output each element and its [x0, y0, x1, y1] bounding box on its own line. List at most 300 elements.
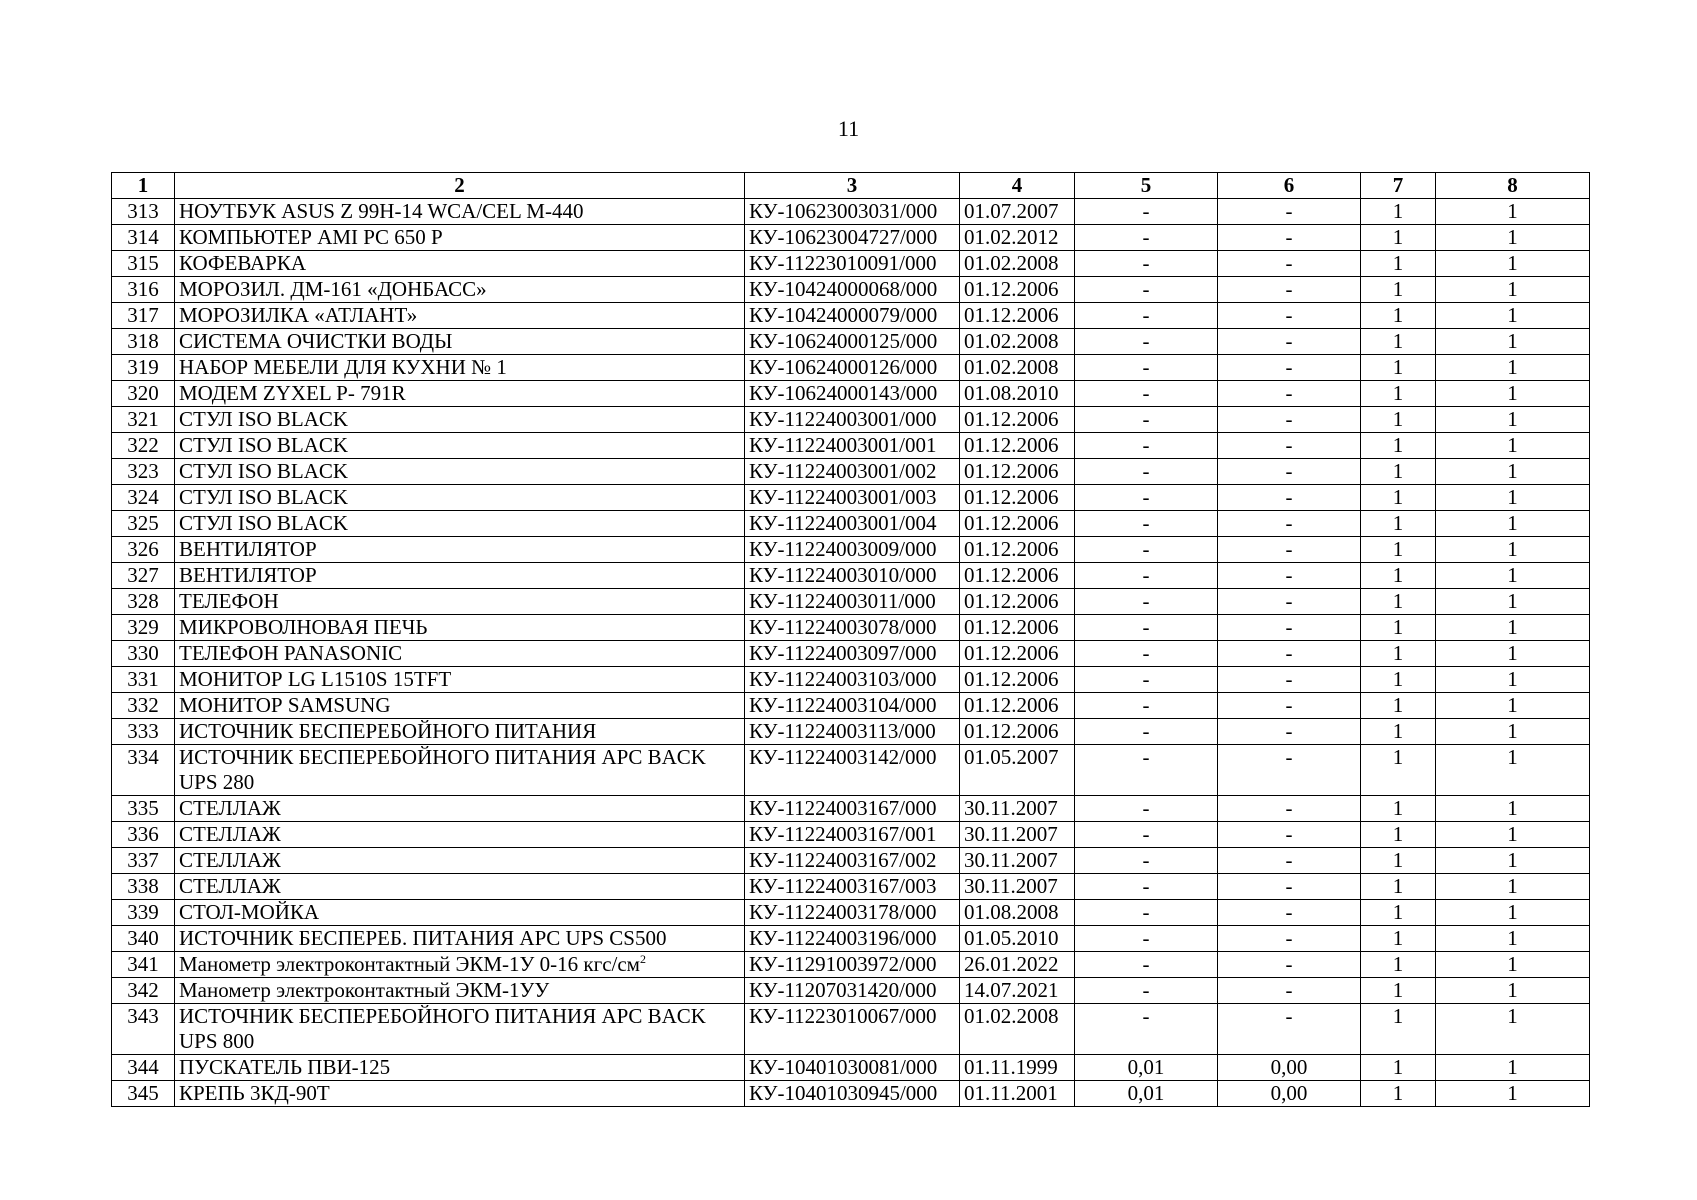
inventory-code: КУ-11224003167/001: [745, 822, 960, 848]
col7-value: 1: [1361, 900, 1436, 926]
row-number: 342: [112, 978, 175, 1004]
inventory-code: КУ-11224003009/000: [745, 537, 960, 563]
col6-value: -: [1218, 615, 1361, 641]
col7-value: 1: [1361, 433, 1436, 459]
col5-value: -: [1075, 1004, 1218, 1055]
col7-value: 1: [1361, 563, 1436, 589]
row-number: 339: [112, 900, 175, 926]
col7-value: 1: [1361, 199, 1436, 225]
row-number: 328: [112, 589, 175, 615]
row-number: 337: [112, 848, 175, 874]
item-name: СТУЛ ISO BLACK: [175, 511, 745, 537]
item-name: СИСТЕМА ОЧИСТКИ ВОДЫ: [175, 329, 745, 355]
item-name: МИКРОВОЛНОВАЯ ПЕЧЬ: [175, 615, 745, 641]
col8-value: 1: [1436, 1004, 1590, 1055]
inventory-code: КУ-10623004727/000: [745, 225, 960, 251]
col5-value: -: [1075, 563, 1218, 589]
item-name: [175, 952, 745, 978]
table-row: [112, 459, 1590, 485]
col7-value: 1: [1361, 641, 1436, 667]
item-name-superscript: 2: [639, 952, 646, 966]
item-name: Манометр электроконтактный ЭКМ-1УУ: [175, 978, 745, 1004]
item-name: СТУЛ ISO BLACK: [175, 485, 745, 511]
col7-value: 1: [1361, 277, 1436, 303]
col8-value: 1: [1436, 199, 1590, 225]
col7-value: 1: [1361, 485, 1436, 511]
col6-value: -: [1218, 199, 1361, 225]
date-cell: 01.02.2008: [960, 329, 1075, 355]
date-cell: 01.07.2007: [960, 199, 1075, 225]
table-row: [112, 719, 1590, 745]
table-row: [112, 900, 1590, 926]
col7-value: 1: [1361, 615, 1436, 641]
item-name: СТУЛ ISO BLACK: [175, 459, 745, 485]
inventory-code: КУ-11207031420/000: [745, 978, 960, 1004]
inventory-code: КУ-11224003167/000: [745, 796, 960, 822]
col8-value: 1: [1436, 277, 1590, 303]
col8-value: 1: [1436, 407, 1590, 433]
table-row: [112, 848, 1590, 874]
col8-value: 1: [1436, 303, 1590, 329]
table-row: [112, 225, 1590, 251]
col8-value: 1: [1436, 537, 1590, 563]
row-number: 319: [112, 355, 175, 381]
table-row: [112, 251, 1590, 277]
col6-value: -: [1218, 537, 1361, 563]
col8-value: 1: [1436, 589, 1590, 615]
item-name: МОДЕМ ZYXEL P- 791R: [175, 381, 745, 407]
row-number: 324: [112, 485, 175, 511]
row-number: 336: [112, 822, 175, 848]
date-cell: 01.05.2007: [960, 745, 1075, 796]
row-number: 341: [112, 952, 175, 978]
row-number: 330: [112, 641, 175, 667]
col7-value: 1: [1361, 1055, 1436, 1081]
inventory-code: КУ-11224003078/000: [745, 615, 960, 641]
table-row: [112, 874, 1590, 900]
date-cell: 01.11.2001: [960, 1081, 1075, 1107]
inventory-code: КУ-11224003001/004: [745, 511, 960, 537]
col8-value: 1: [1436, 433, 1590, 459]
col8-value: 1: [1436, 1081, 1590, 1107]
col7-value: 1: [1361, 978, 1436, 1004]
table-row: [112, 952, 1590, 978]
col8-value: 1: [1436, 459, 1590, 485]
item-name: СТУЛ ISO BLACK: [175, 407, 745, 433]
col6-value: -: [1218, 874, 1361, 900]
item-name: ПУСКАТЕЛЬ ПВИ-125: [175, 1055, 745, 1081]
col8-value: 1: [1436, 1055, 1590, 1081]
col5-value: -: [1075, 537, 1218, 563]
date-cell: 01.12.2006: [960, 615, 1075, 641]
item-name: КОМПЬЮТЕР AMI PC 650 P: [175, 225, 745, 251]
col6-value: 0,00: [1218, 1081, 1361, 1107]
row-number: 318: [112, 329, 175, 355]
page-number: 11: [837, 116, 860, 141]
date-cell: 01.12.2006: [960, 407, 1075, 433]
row-number: 315: [112, 251, 175, 277]
col6-value: -: [1218, 563, 1361, 589]
col6-value: -: [1218, 277, 1361, 303]
item-name: ИСТОЧНИК БЕСПЕРЕБОЙНОГО ПИТАНИЯ APC BACK UPS 280: [175, 745, 745, 796]
col7-value: 1: [1361, 719, 1436, 745]
row-number: 335: [112, 796, 175, 822]
row-number: 340: [112, 926, 175, 952]
item-name: МОРОЗИЛКА «АТЛАНТ»: [175, 303, 745, 329]
col8-value: 1: [1436, 667, 1590, 693]
col8-value: 1: [1436, 693, 1590, 719]
col7-value: 1: [1361, 848, 1436, 874]
col6-value: -: [1218, 485, 1361, 511]
row-number: 313: [112, 199, 175, 225]
item-name: НАБОР МЕБЕЛИ ДЛЯ КУХНИ № 1: [175, 355, 745, 381]
row-number: 322: [112, 433, 175, 459]
table-row: [112, 537, 1590, 563]
col5-value: -: [1075, 589, 1218, 615]
col8-value: 1: [1436, 355, 1590, 381]
date-cell: 01.12.2006: [960, 303, 1075, 329]
item-name: СТЕЛЛАЖ: [175, 848, 745, 874]
col6-value: -: [1218, 225, 1361, 251]
col5-value: -: [1075, 978, 1218, 1004]
col5-value: -: [1075, 796, 1218, 822]
col7-value: 1: [1361, 1081, 1436, 1107]
item-name: СТЕЛЛАЖ: [175, 874, 745, 900]
col8-value: 1: [1436, 641, 1590, 667]
item-name: ТЕЛЕФОН PANASONIC: [175, 641, 745, 667]
date-cell: 01.12.2006: [960, 433, 1075, 459]
date-cell: 01.12.2006: [960, 719, 1075, 745]
col6-value: -: [1218, 900, 1361, 926]
col7-value: 1: [1361, 225, 1436, 251]
col5-value: -: [1075, 199, 1218, 225]
col8-value: 1: [1436, 796, 1590, 822]
inventory-code: КУ-10424000068/000: [745, 277, 960, 303]
item-name: ВЕНТИЛЯТОР: [175, 537, 745, 563]
item-name: МОНИТОР SAMSUNG: [175, 693, 745, 719]
col6-value: -: [1218, 641, 1361, 667]
date-cell: 01.08.2008: [960, 900, 1075, 926]
inventory-code: КУ-11224003178/000: [745, 900, 960, 926]
row-number: 327: [112, 563, 175, 589]
header-col-6: 6: [1218, 173, 1361, 199]
item-name: СТУЛ ISO BLACK: [175, 433, 745, 459]
row-number: 334: [112, 745, 175, 796]
date-cell: 01.12.2006: [960, 589, 1075, 615]
row-number: 326: [112, 537, 175, 563]
inventory-code: КУ-11291003972/000: [745, 952, 960, 978]
col5-value: -: [1075, 303, 1218, 329]
header-col-2: 2: [175, 173, 745, 199]
col8-value: 1: [1436, 719, 1590, 745]
table-row: [112, 329, 1590, 355]
col5-value: -: [1075, 329, 1218, 355]
col5-value: -: [1075, 251, 1218, 277]
col6-value: -: [1218, 667, 1361, 693]
col6-value: -: [1218, 978, 1361, 1004]
inventory-code: КУ-11224003196/000: [745, 926, 960, 952]
col7-value: 1: [1361, 796, 1436, 822]
col5-value: -: [1075, 277, 1218, 303]
col5-value: -: [1075, 745, 1218, 796]
date-cell: 30.11.2007: [960, 874, 1075, 900]
item-name: ВЕНТИЛЯТОР: [175, 563, 745, 589]
table-row: [112, 355, 1590, 381]
row-number: 344: [112, 1055, 175, 1081]
item-name: ИСТОЧНИК БЕСПЕРЕБОЙНОГО ПИТАНИЯ: [175, 719, 745, 745]
date-cell: 01.12.2006: [960, 667, 1075, 693]
inventory-code: КУ-11224003142/000: [745, 745, 960, 796]
col6-value: -: [1218, 303, 1361, 329]
date-cell: 01.12.2006: [960, 485, 1075, 511]
table-row: [112, 511, 1590, 537]
date-cell: 01.05.2010: [960, 926, 1075, 952]
table-row: [112, 1081, 1590, 1107]
col7-value: 1: [1361, 1004, 1436, 1055]
col5-value: 0,01: [1075, 1055, 1218, 1081]
row-number: 338: [112, 874, 175, 900]
date-cell: 01.08.2010: [960, 381, 1075, 407]
date-cell: 01.12.2006: [960, 277, 1075, 303]
date-cell: 30.11.2007: [960, 796, 1075, 822]
col7-value: 1: [1361, 589, 1436, 615]
row-number: 316: [112, 277, 175, 303]
row-number: 314: [112, 225, 175, 251]
row-number: 331: [112, 667, 175, 693]
table-row: [112, 303, 1590, 329]
col5-value: -: [1075, 719, 1218, 745]
table-row: [112, 641, 1590, 667]
col6-value: -: [1218, 926, 1361, 952]
date-cell: 01.12.2006: [960, 563, 1075, 589]
date-cell: 30.11.2007: [960, 848, 1075, 874]
date-cell: 01.02.2008: [960, 355, 1075, 381]
col7-value: 1: [1361, 329, 1436, 355]
date-cell: 01.12.2006: [960, 537, 1075, 563]
col6-value: -: [1218, 693, 1361, 719]
col5-value: -: [1075, 900, 1218, 926]
col5-value: -: [1075, 667, 1218, 693]
col6-value: -: [1218, 848, 1361, 874]
col8-value: 1: [1436, 926, 1590, 952]
table-row: [112, 745, 1590, 796]
table-row: [112, 667, 1590, 693]
inventory-code: КУ-10401030081/000: [745, 1055, 960, 1081]
col6-value: 0,00: [1218, 1055, 1361, 1081]
row-number: 321: [112, 407, 175, 433]
col6-value: -: [1218, 433, 1361, 459]
inventory-code: КУ-11224003011/000: [745, 589, 960, 615]
table-row: [112, 693, 1590, 719]
date-cell: 01.12.2006: [960, 641, 1075, 667]
col8-value: 1: [1436, 745, 1590, 796]
col5-value: -: [1075, 433, 1218, 459]
col7-value: 1: [1361, 407, 1436, 433]
row-number: 329: [112, 615, 175, 641]
date-cell: 14.07.2021: [960, 978, 1075, 1004]
col7-value: 1: [1361, 693, 1436, 719]
table-row: [112, 485, 1590, 511]
table-row: [112, 822, 1590, 848]
date-cell: 01.12.2006: [960, 459, 1075, 485]
col7-value: 1: [1361, 952, 1436, 978]
row-number: 343: [112, 1004, 175, 1055]
col8-value: 1: [1436, 511, 1590, 537]
col7-value: 1: [1361, 874, 1436, 900]
col6-value: -: [1218, 459, 1361, 485]
header-col-5: 5: [1075, 173, 1218, 199]
item-name: ИСТОЧНИК БЕСПЕРЕБОЙНОГО ПИТАНИЯ APC BACK UPS 800: [175, 1004, 745, 1055]
inventory-table: [111, 172, 1590, 1107]
inventory-code: КУ-11224003010/000: [745, 563, 960, 589]
table-row: [112, 1004, 1590, 1055]
col8-value: 1: [1436, 822, 1590, 848]
col8-value: 1: [1436, 952, 1590, 978]
date-cell: 26.01.2022: [960, 952, 1075, 978]
header-col-8: 8: [1436, 173, 1590, 199]
date-cell: 01.02.2008: [960, 251, 1075, 277]
col5-value: -: [1075, 459, 1218, 485]
col6-value: -: [1218, 251, 1361, 277]
col6-value: -: [1218, 822, 1361, 848]
header-col-3: 3: [745, 173, 960, 199]
date-cell: 01.12.2006: [960, 693, 1075, 719]
col6-value: -: [1218, 589, 1361, 615]
col6-value: -: [1218, 1004, 1361, 1055]
inventory-code: КУ-11223010091/000: [745, 251, 960, 277]
inventory-code: КУ-11224003001/003: [745, 485, 960, 511]
item-name: КОФЕВАРКА: [175, 251, 745, 277]
inventory-code: КУ-11224003113/000: [745, 719, 960, 745]
inventory-code: КУ-11224003001/001: [745, 433, 960, 459]
row-number: 332: [112, 693, 175, 719]
col8-value: 1: [1436, 329, 1590, 355]
date-cell: 01.02.2008: [960, 1004, 1075, 1055]
inventory-code: КУ-10401030945/000: [745, 1081, 960, 1107]
col7-value: 1: [1361, 537, 1436, 563]
col8-value: 1: [1436, 485, 1590, 511]
col6-value: -: [1218, 407, 1361, 433]
col6-value: -: [1218, 719, 1361, 745]
col7-value: 1: [1361, 355, 1436, 381]
table-row: [112, 407, 1590, 433]
inventory-code: КУ-11224003167/003: [745, 874, 960, 900]
header-col-7: 7: [1361, 173, 1436, 199]
col5-value: -: [1075, 355, 1218, 381]
col8-value: 1: [1436, 251, 1590, 277]
table-row: [112, 199, 1590, 225]
inventory-code: КУ-11224003001/000: [745, 407, 960, 433]
inventory-code: КУ-10624000125/000: [745, 329, 960, 355]
item-name-text: Манометр электроконтактный ЭКМ-1У 0-16 кгс/см: [179, 952, 640, 976]
col7-value: 1: [1361, 459, 1436, 485]
header-col-4: 4: [960, 173, 1075, 199]
item-name: ИСТОЧНИК БЕСПЕРЕБ. ПИТАНИЯ APC UPS CS500: [175, 926, 745, 952]
col5-value: -: [1075, 225, 1218, 251]
col8-value: 1: [1436, 978, 1590, 1004]
item-name: МОНИТОР LG L1510S 15TFT: [175, 667, 745, 693]
inventory-code: КУ-11224003103/000: [745, 667, 960, 693]
item-name: КРЕПЬ 3КД-90Т: [175, 1081, 745, 1107]
date-cell: 30.11.2007: [960, 822, 1075, 848]
row-number: 333: [112, 719, 175, 745]
table-row: [112, 381, 1590, 407]
col5-value: 0,01: [1075, 1081, 1218, 1107]
col6-value: -: [1218, 355, 1361, 381]
col6-value: -: [1218, 511, 1361, 537]
header-row: [112, 173, 1590, 199]
col6-value: -: [1218, 329, 1361, 355]
col5-value: -: [1075, 511, 1218, 537]
col6-value: -: [1218, 796, 1361, 822]
inventory-code: КУ-10624000143/000: [745, 381, 960, 407]
col7-value: 1: [1361, 667, 1436, 693]
item-name: ТЕЛЕФОН: [175, 589, 745, 615]
date-cell: 01.12.2006: [960, 511, 1075, 537]
col8-value: 1: [1436, 381, 1590, 407]
inventory-code: КУ-10623003031/000: [745, 199, 960, 225]
col8-value: 1: [1436, 874, 1590, 900]
col6-value: -: [1218, 381, 1361, 407]
inventory-code: КУ-11224003097/000: [745, 641, 960, 667]
row-number: 317: [112, 303, 175, 329]
col8-value: 1: [1436, 563, 1590, 589]
header-col-1: 1: [112, 173, 175, 199]
col7-value: 1: [1361, 381, 1436, 407]
date-cell: 01.02.2012: [960, 225, 1075, 251]
table-row: [112, 277, 1590, 303]
col5-value: -: [1075, 407, 1218, 433]
col5-value: -: [1075, 485, 1218, 511]
col8-value: 1: [1436, 225, 1590, 251]
table-row: [112, 1055, 1590, 1081]
col7-value: 1: [1361, 251, 1436, 277]
item-name: МОРОЗИЛ. ДМ-161 «ДОНБАСС»: [175, 277, 745, 303]
col7-value: 1: [1361, 822, 1436, 848]
table-row: [112, 978, 1590, 1004]
table-row: [112, 615, 1590, 641]
table-body: [112, 199, 1590, 1107]
date-cell: 01.11.1999: [960, 1055, 1075, 1081]
col7-value: 1: [1361, 745, 1436, 796]
col6-value: -: [1218, 952, 1361, 978]
item-name: НОУТБУК ASUS Z 99H-14 WCA/CEL M-440: [175, 199, 745, 225]
item-name: СТЕЛЛАЖ: [175, 796, 745, 822]
row-number: 325: [112, 511, 175, 537]
col7-value: 1: [1361, 511, 1436, 537]
col5-value: -: [1075, 615, 1218, 641]
item-name: СТЕЛЛАЖ: [175, 822, 745, 848]
col5-value: -: [1075, 381, 1218, 407]
table-row: [112, 433, 1590, 459]
col7-value: 1: [1361, 926, 1436, 952]
col8-value: 1: [1436, 615, 1590, 641]
col5-value: -: [1075, 926, 1218, 952]
inventory-code: КУ-11223010067/000: [745, 1004, 960, 1055]
inventory-code: КУ-11224003001/002: [745, 459, 960, 485]
inventory-code: КУ-11224003167/002: [745, 848, 960, 874]
col5-value: -: [1075, 693, 1218, 719]
col7-value: 1: [1361, 303, 1436, 329]
col8-value: 1: [1436, 848, 1590, 874]
table-row: [112, 563, 1590, 589]
inventory-code: КУ-10624000126/000: [745, 355, 960, 381]
col5-value: -: [1075, 641, 1218, 667]
col8-value: 1: [1436, 900, 1590, 926]
table-row: [112, 926, 1590, 952]
item-name: СТОЛ-МОЙКА: [175, 900, 745, 926]
table-row: [112, 589, 1590, 615]
